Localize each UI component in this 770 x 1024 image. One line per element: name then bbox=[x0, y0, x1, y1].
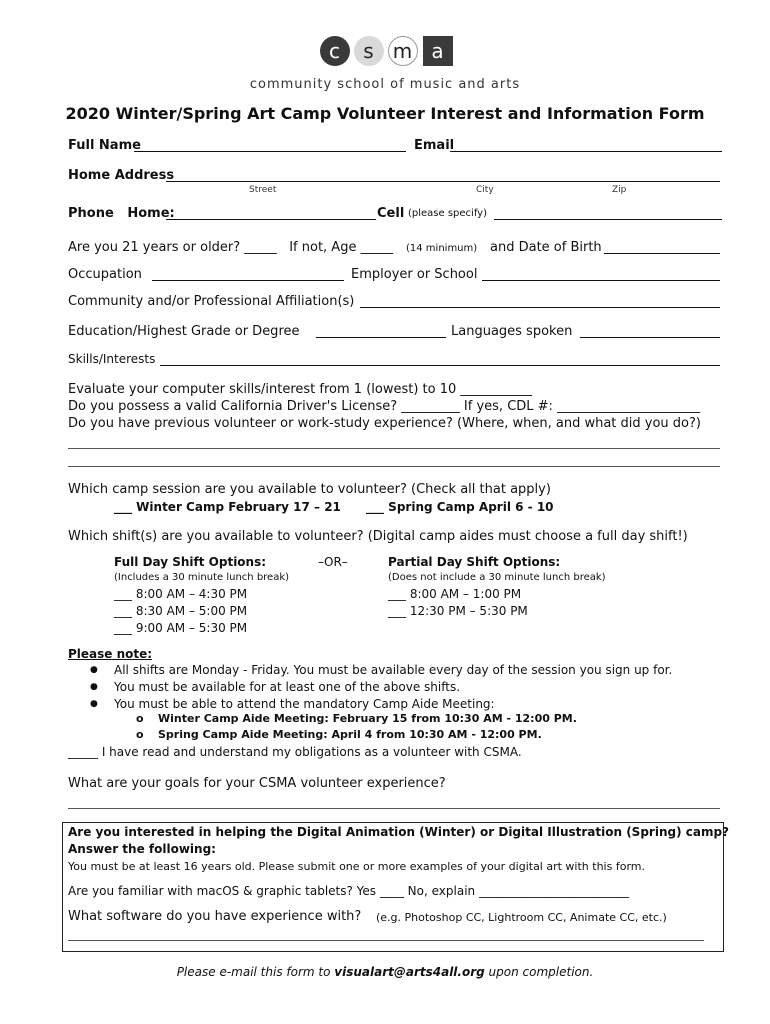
cell-note: (please specify) bbox=[408, 208, 487, 219]
digital-answer-heading: Answer the following: bbox=[68, 842, 216, 856]
phone-home-field[interactable] bbox=[166, 219, 376, 220]
footer-post: upon completion. bbox=[484, 965, 594, 979]
partial-shift-option[interactable]: ___ 12:30 PM – 5:30 PM bbox=[388, 604, 528, 618]
software-line[interactable] bbox=[68, 940, 704, 941]
skills-label: Skills/Interests bbox=[68, 352, 156, 366]
form-title: 2020 Winter/Spring Art Camp Volunteer Interest and Information Form bbox=[65, 104, 705, 123]
note-bullet: ● You must be available for at least one of the above shifts. bbox=[114, 680, 460, 694]
employer-field[interactable] bbox=[482, 280, 720, 281]
note-bullet: ● All shifts are Monday - Friday. You must be available every day of the session you sign up for. bbox=[114, 663, 672, 677]
acknowledgement[interactable]: _____ I have read and understand my obligations as a volunteer with CSMA. bbox=[68, 745, 522, 759]
csma-logo bbox=[0, 36, 770, 66]
footer-instruction bbox=[0, 965, 770, 979]
cell-label: Cell bbox=[377, 206, 405, 221]
note-bullet: ● You must be able to attend the mandatory Camp Aide Meeting: bbox=[114, 697, 495, 711]
meeting-item: o Winter Camp Aide Meeting: February 15 from 10:30 AM - 12:00 PM. bbox=[158, 712, 577, 725]
drivers-license-question: Do you possess a valid California Driver's License? _________ If yes, CDL #: ______________________ bbox=[68, 399, 701, 414]
meeting-item: o Spring Camp Aide Meeting: April 4 from 10:30 AM - 12:00 PM. bbox=[158, 728, 542, 741]
skills-field[interactable] bbox=[160, 365, 720, 366]
full-shift-option[interactable]: ___ 8:30 AM – 5:00 PM bbox=[114, 604, 248, 618]
phone-home-label: Phone Home: bbox=[68, 206, 180, 221]
email-field[interactable] bbox=[450, 151, 722, 152]
spring-camp-option[interactable]: ___ Spring Camp April 6 - 10 bbox=[366, 500, 554, 514]
email-label: Email bbox=[414, 138, 455, 153]
partial-shift-option[interactable]: ___ 8:00 AM – 1:00 PM bbox=[388, 587, 522, 601]
logo-letter-s: s bbox=[354, 36, 384, 66]
dob-label: and Date of Birth bbox=[490, 240, 602, 255]
cell-field[interactable] bbox=[494, 219, 722, 220]
software-examples: (e.g. Photoshop CC, Lightroom CC, Animate CC, etc.) bbox=[376, 911, 667, 924]
full-day-note: (Includes a 30 minute lunch break) bbox=[114, 572, 290, 583]
goals-question: What are your goals for your CSMA volunteer experience? bbox=[68, 776, 446, 791]
full-shift-option[interactable]: ___ 9:00 AM – 5:30 PM bbox=[114, 621, 248, 635]
occupation-label: Occupation bbox=[68, 267, 142, 282]
experience-line-1[interactable] bbox=[68, 448, 720, 449]
digital-requirement: You must be at least 16 years old. Please submit one or more examples of your digital art with this form. bbox=[68, 860, 645, 873]
languages-label: Languages spoken bbox=[451, 324, 573, 339]
digital-camp-box bbox=[62, 822, 730, 952]
partial-day-note: (Does not include a 30 minute lunch break) bbox=[388, 572, 606, 583]
education-field[interactable] bbox=[316, 337, 446, 338]
shift-question: Which shift(s) are you available to volunteer? (Digital camp aides must choose a full day shift!) bbox=[68, 529, 688, 544]
affiliation-label: Community and/or Professional Affiliation(s) bbox=[68, 294, 355, 309]
please-note-heading: Please note: bbox=[68, 647, 153, 661]
street-label: Street bbox=[249, 185, 277, 195]
logo-letter-c: c bbox=[320, 36, 350, 66]
home-address-field[interactable] bbox=[166, 181, 720, 182]
dob-field[interactable] bbox=[604, 253, 720, 254]
footer-email-link[interactable]: visualart@arts4all.org bbox=[334, 965, 485, 979]
experience-line-2[interactable] bbox=[68, 466, 720, 467]
full-name-field[interactable] bbox=[134, 151, 406, 152]
or-divider: –OR– bbox=[318, 555, 348, 569]
occupation-field[interactable] bbox=[152, 280, 344, 281]
zip-label: Zip bbox=[612, 185, 627, 195]
home-address-label: Home Address bbox=[68, 168, 175, 183]
age-minimum-note: (14 minimum) bbox=[406, 243, 478, 254]
logo-tagline: community school of music and arts bbox=[249, 77, 521, 92]
digital-question: Are you interested in helping the Digital Animation (Winter) or Digital Illustration (Spring) camp? bbox=[68, 825, 730, 839]
languages-field[interactable] bbox=[580, 337, 720, 338]
footer-pre: Please e-mail this form to bbox=[176, 965, 335, 979]
software-question: What software do you have experience with? bbox=[68, 909, 362, 924]
logo-letter-a: a bbox=[423, 36, 453, 66]
partial-day-title: Partial Day Shift Options: bbox=[388, 555, 561, 569]
macos-question[interactable]: Are you familiar with macOS & graphic tablets? Yes ____ No, explain _________________________ bbox=[68, 884, 629, 898]
logo-letter-m: m bbox=[388, 36, 418, 66]
full-name-label: Full Name bbox=[68, 138, 141, 153]
full-shift-option[interactable]: ___ 8:00 AM – 4:30 PM bbox=[114, 587, 248, 601]
education-label: Education/Highest Grade or Degree bbox=[68, 324, 300, 339]
goals-line[interactable] bbox=[68, 808, 720, 809]
winter-camp-option[interactable]: ___ Winter Camp February 17 – 21 bbox=[114, 500, 341, 514]
city-label: City bbox=[476, 185, 494, 195]
affiliation-field[interactable] bbox=[360, 307, 720, 308]
full-day-title: Full Day Shift Options: bbox=[114, 555, 267, 569]
session-question: Which camp session are you available to volunteer? (Check all that apply) bbox=[68, 482, 551, 497]
employer-label: Employer or School bbox=[351, 267, 478, 282]
previous-experience-question: Do you have previous volunteer or work-study experience? (Where, when, and what did you do?) bbox=[68, 416, 701, 431]
age-question: Are you 21 years or older? _____ If not, Age _____ bbox=[68, 240, 394, 255]
computer-skills-question: Evaluate your computer skills/interest from 1 (lowest) to 10 ___________ bbox=[68, 382, 532, 397]
